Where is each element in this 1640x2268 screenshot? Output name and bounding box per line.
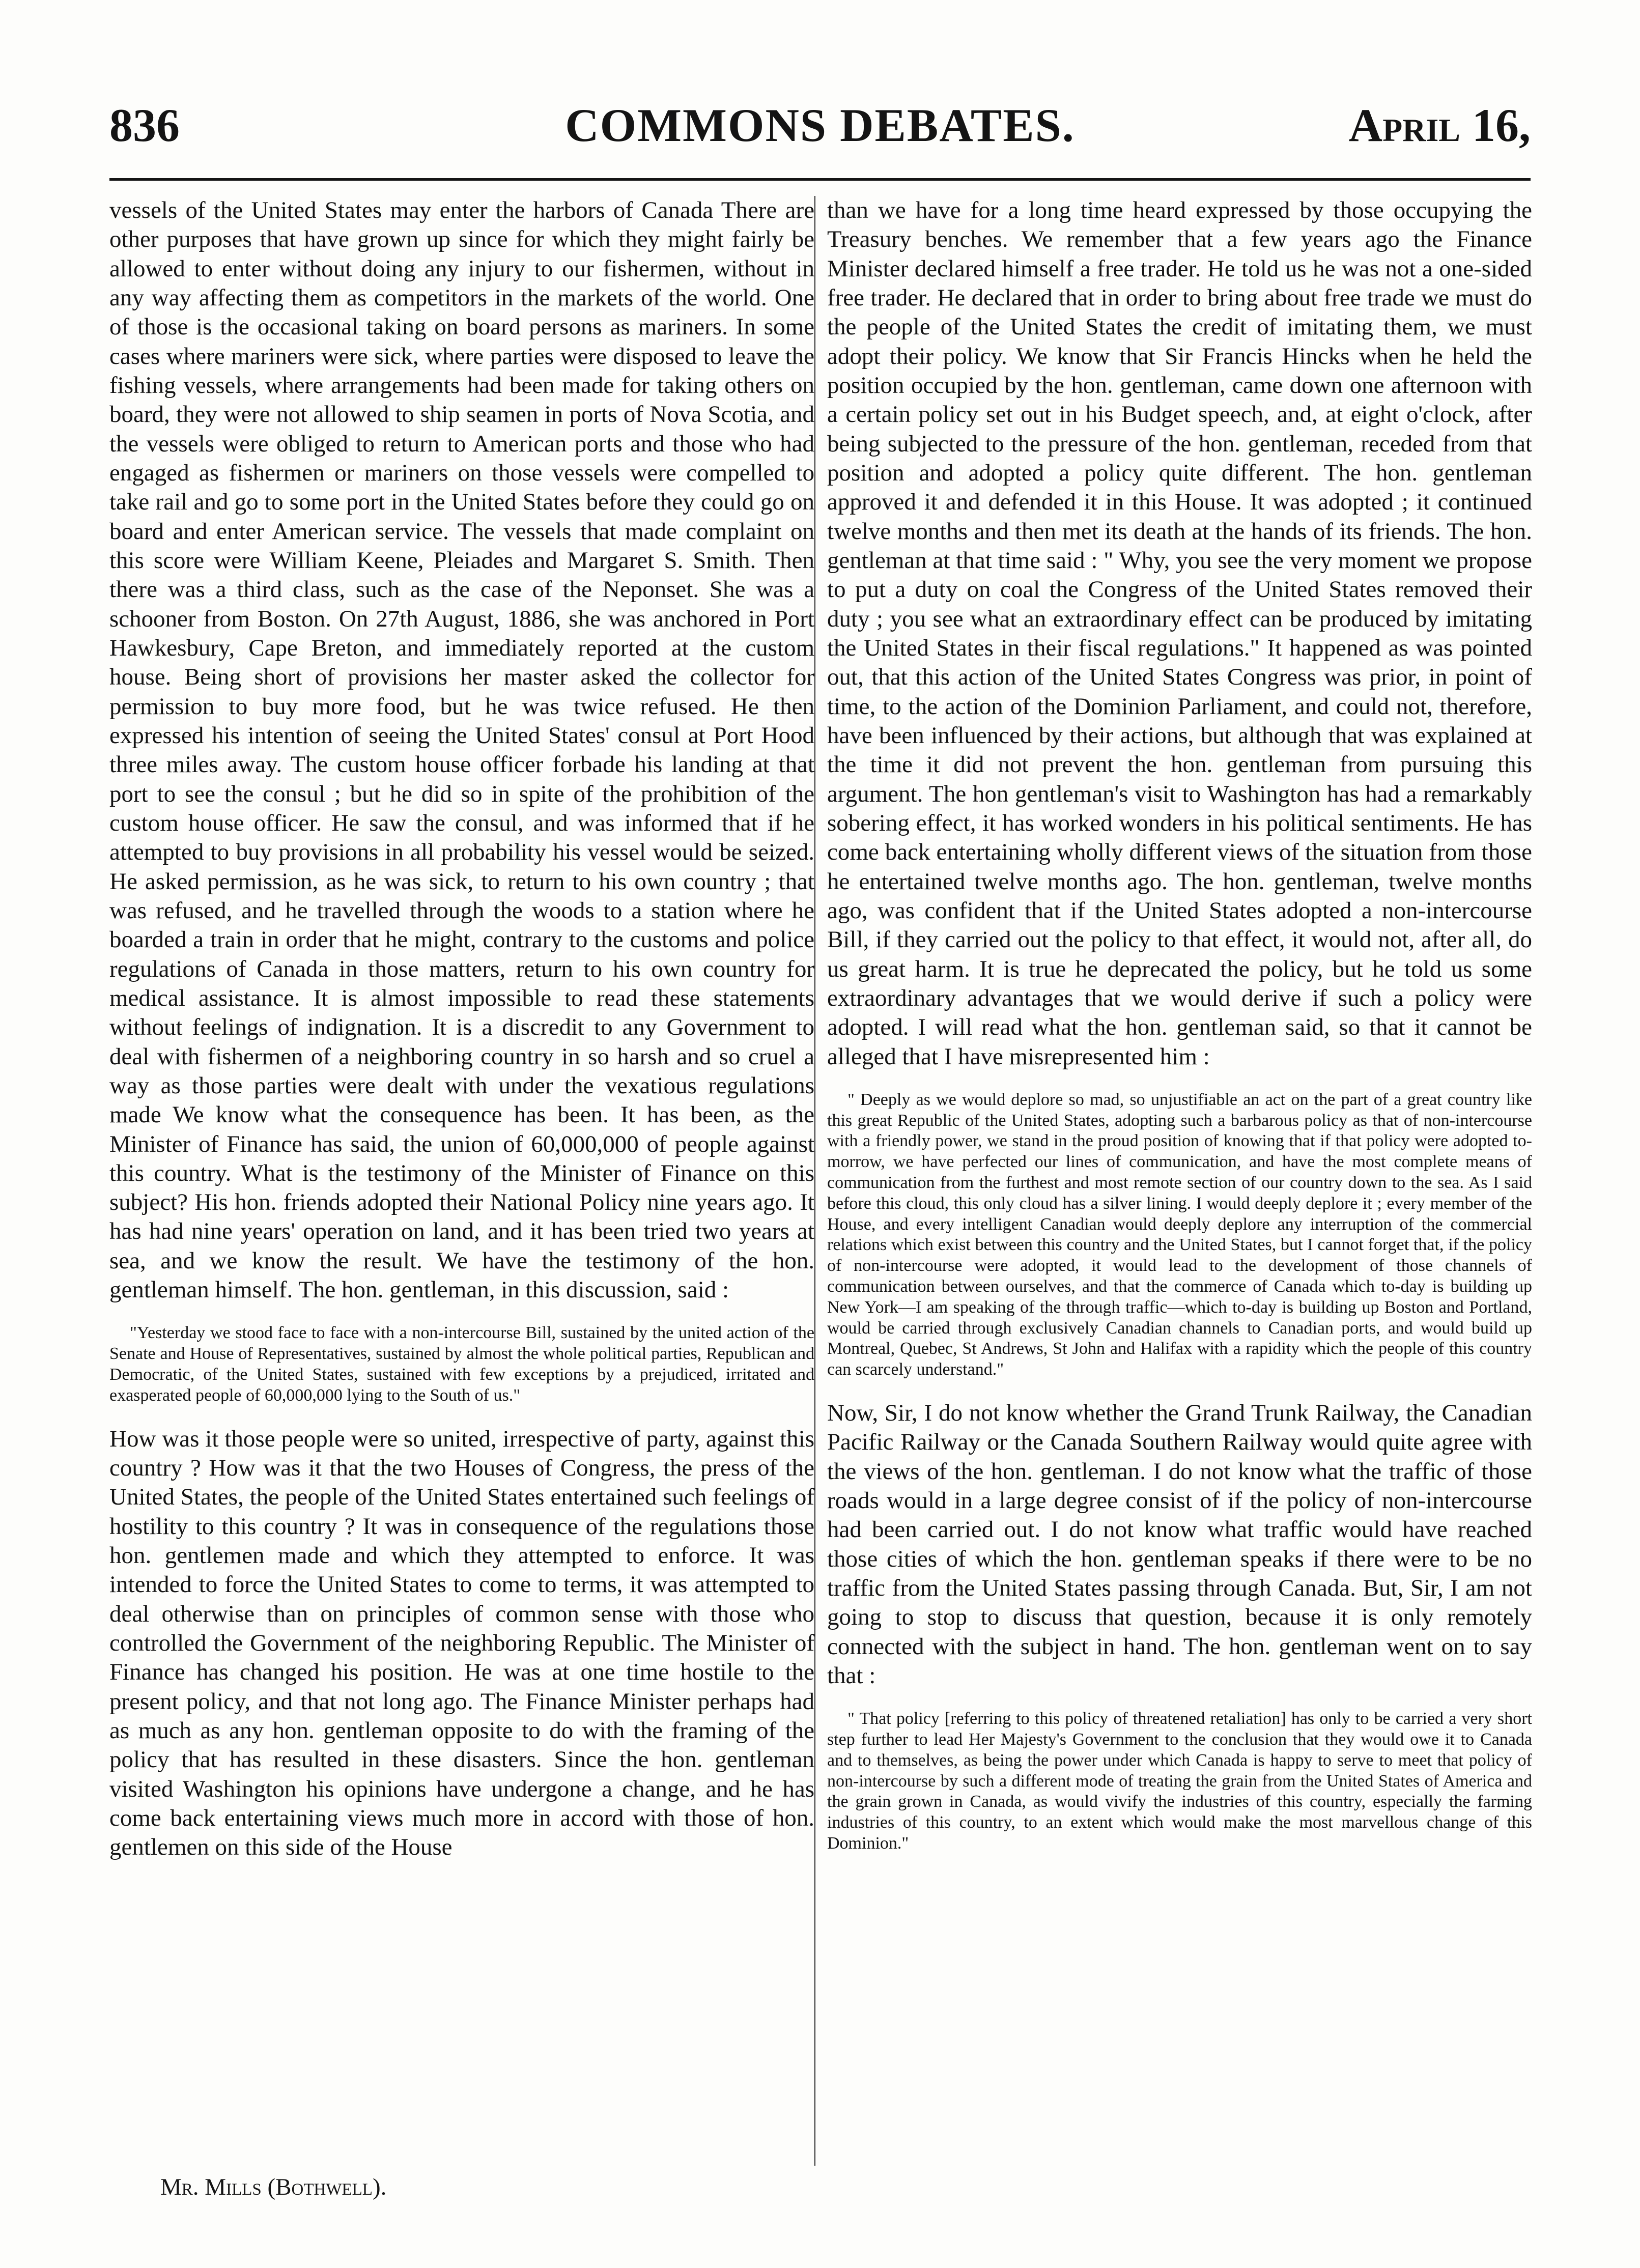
right-paragraph-2: Now, Sir, I do not know whether the Grand Trunk Railway, the Canadian Pacific Railway or the Canada Southern Railway would quite agree with the views of the hon. gentleman. I do not know what the traffic of those roads would in a large degree consist of if the policy of non-intercourse had been carried out. I do not know what traffic would have reached those cities of which the hon. gentleman speaks if there were to be no traffic from the United States passing through Canada. But, Sir, I am not going to stop to discuss that question, because it is only remotely connected with the subject in hand. The hon. gentleman went on to say that : — [827, 1400, 1532, 1689]
left-paragraph-2: How was it those people were so united, irrespective of party, against this country ? How was it that the two Houses of Congress, the press of the United States, the people of the United States entertained such feelings of hostility to this country ? It was in consequence of the regulations those hon. gentlemen made and which they attempted to enforce. It was intended to force the United States to come to terms, it was attempted to deal otherwise than on principles of common sense with those who controlled the Government of the neighboring Republic. The Minister of Finance has changed his position. He was at one time hostile to the present policy, and that not long ago. The Finance Minister perhaps had as much as any hon. gentleman opposite to do with the framing of the policy that has resulted in these disasters. Since the hon. gentleman visited Washington his opinions have undergone a change, and he has come back entertaining views much more in accord with those of hon. gentlemen on this side of the House — [109, 1425, 814, 1861]
column-divider — [814, 196, 815, 2166]
page-header — [109, 99, 1531, 168]
running-head-title: COMMONS DEBATES. — [565, 99, 1075, 151]
speaker-footer: Mr. Mills (Bothwell). — [160, 2174, 387, 2200]
right-paragraph-1: than we have for a long time heard expressed by those occupying the Treasury benches. We remember that a few years ago the Finance Minister declared himself a free trader. He told us he was not a one-sided free trader. He declared that in order to bring about free trade we must do the people of the United States the credit of imitating them, we must adopt their policy. We know that Sir Francis Hincks when he held the position occupied by the hon. gentleman, came down one afternoon with a certain policy set out in his Budget speech, and, at eight o'clock, after being subjected to the pressure of the hon. gentleman, receded from that position and adopted a policy quite different. The hon. gentleman approved it and defended it in this House. It was adopted ; it continued twelve months and then met its death at the hands of its friends. The hon. gentleman at that time said : " Why, you see the very moment we propose to put a duty on coal the Congress of the United States removed their duty ; you see what an extraordinary effect can be produced by imitating the United States in their fiscal regulations." It happened as was pointed out, that this action of the United States Congress was prior, in point of time, to the action of the Dominion Parliament, and could not, therefore, have been influenced by their actions, but although that was explained at the time it did not prevent the hon. gentleman from pursuing this argument. The hon gentleman's visit to Washington has had a remarkably sobering effect, it has worked wonders in his political sentiments. He has come back entertaining wholly different views of the situation from those he entertained twelve months ago. The hon. gentleman, twelve months ago, was confident that if the United States adopted a non-intercourse Bill, if they carried out the policy to that effect, it would not, after all, do us great harm. It is true he deprecated the policy, but he told us some extraordinary advantages that we would derive if such a policy were adopted. I will read what the hon. gentleman said, so that it cannot be alleged that I have misrepresented him : — [827, 197, 1532, 1070]
header-rule — [109, 178, 1531, 181]
right-quote-1: " Deeply as we would deplore so mad, so unjustifiable an act on the part of a great country like this great Republic of the United States, adopting such a barbarous policy as that of non-intercourse with a friendly power, we stand in the proud position of knowing that if that policy were adopted to-morrow, we have perfected our lines of communication, and have the most complete means of communication from the furthest and most remote section of our country down to the sea. As I said before this cloud, this only cloud has a silver lining. I would deeply deplore it ; every member of the House, and every intelligent Canadian would deeply deplore any interruption of the commercial relations which exist between this country and the United States, but I cannot forget that, if the policy of non-intercourse were adopted, it would lead to the development of those channels of communication between ourselves, and that the commerce of Canada which to-day is building up New York—I am speaking of the through traffic—which to-day is building up Boston and Portland, would be carried through exclusively Canadian channels to Canadian ports, and would build up Montreal, Quebec, St Andrews, St John and Halifax with a rapidity which the people of this country can scarcely understand." — [827, 1090, 1532, 1379]
right-quote-2: " That policy [referring to this policy of threatened retaliation] has only to be carried a very short step further to lead Her Majesty's Government to the conclusion that they would owe it to Canada and to themselves, as being the power under which Canada is happy to serve to meet that policy of non-intercourse by such a different mode of treating the grain from the United States of America and the grain grown in Canada, as would vivify the industries of this country, especially the farming industries of this country, to an extent which would make the most marvellous change of this Dominion." — [827, 1709, 1532, 1853]
left-quote-1: "Yesterday we stood face to face with a non-intercourse Bill, sustained by the united action of the Senate and House of Representatives, sustained by almost the whole political parties, Republican and Democratic, of the United States, sustained with few exceptions by a prejudiced, irritated and exasperated people of 60,000,000 lying to the South of us." — [109, 1323, 814, 1405]
page-number: 836 — [109, 99, 180, 151]
right-column — [827, 196, 1532, 1873]
header-date: April 16, — [1348, 99, 1531, 151]
left-paragraph-1: vessels of the United States may enter the harbors of Canada There are other purposes that have grown up since for which they might fairly be allowed to enter without doing any injury to our fishermen, without in any way affecting them as competitors in the markets of the world. One of those is the occasional taking on board persons as mariners. In some cases where mariners were sick, where parties were disposed to leave the fishing vessels, where arrangements had been made for taking others on board, they were not allowed to ship seamen in ports of Nova Scotia, and the vessels were obliged to return to American ports and those who had engaged as fishermen or mariners on those vessels were compelled to take rail and go to some port in the United States before they could go on board and enter American service. The vessels that made complaint on this score were William Keene, Pleiades and Margaret S. Smith. Then there was a third class, such as the case of the Neponset. She was a schooner from Boston. On 27th August, 1886, she was anchored in Port Hawkesbury, Cape Breton, and immediately reported at the custom house. Being short of provisions her master asked the collector for permission to buy more food, but he was twice refused. He then expressed his intention of seeing the United States' consul at Port Hood three miles away. The custom house officer forbade his landing at that port to see the consul ; but he did so in spite of the prohibition of the custom house officer. He saw the consul, and was informed that if he attempted to buy provisions in all probability his vessel would be seized. He asked permission, as he was sick, to return to his own country ; that was refused, and he travelled through the woods to a station where he boarded a train in order that he might, contrary to the customs and police regulations of Canada in those matters, return to his own country for medical assistance. It is almost impossible to read these statements without feelings of indignation. It is a discredit to any Government to deal with fishermen of a neighboring country in so harsh and so cruel a way as those parties were dealt with under the vexatious regulations made We know what the consequence has been. It has been, as the Minister of Finance has said, the union of 60,000,000 of people against this country. What is the testimony of the Minister of Finance on this subject? His hon. friends adopted their National Policy nine years ago. It has had nine years' operation on land, and it has been tried two years at sea, and we know the result. We have the testimony of the hon. gentleman himself. The hon. gentleman, in this discussion, said : — [109, 197, 814, 1303]
left-column — [109, 196, 814, 1866]
